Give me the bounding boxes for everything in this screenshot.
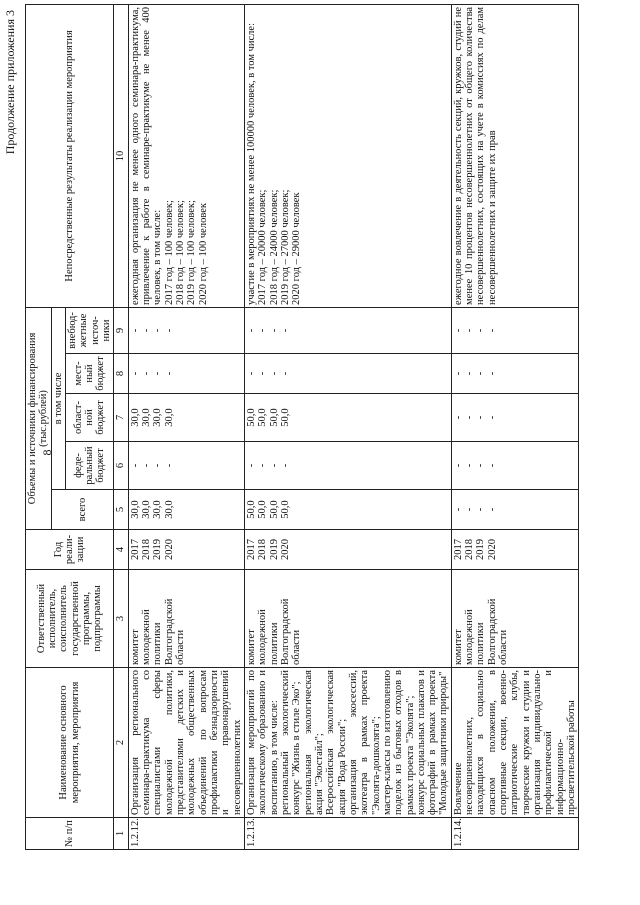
row-total: 30,0 30,0 30,0 30,0: [128, 490, 244, 530]
row-local: - - - -: [128, 354, 244, 394]
row-num: 1.2.13.: [244, 818, 451, 850]
row-name: Организация мероприятий по экологическому образованию и воспитанию, в том числе: региональный экологический конкурс "Жизнь в стиле Эко"; региональная экологическая акция "Экостайл"; Всероссийская экологическая акция "Вода России"; организация экосессий, экотеатра в рамках проекта "Эколята-дошколята"; мастер-классы по изготовлению поделок из бытовых отходов в рамках проекта "Эколята"; конкурс социальных плакатов и фотографий в рамках проекта "Молодые защитники природы": [244, 668, 451, 818]
col-number: 5: [114, 490, 128, 530]
header-results: Непосредственные результаты реализации мероприятия: [26, 4, 114, 307]
row-results: ежегодное вовлечение в деятельность секций, кружков, студий не менее 10 процентов несовершеннолетних от общего количества несовершеннолетних, состоящих на учете в комиссиях по делам несовершеннолетних и защите их прав: [451, 4, 579, 307]
row-executor: комитет молодежной политики Волгоградской области: [451, 570, 579, 668]
header-funding: Объемы и источники финансирования (тыс.рублей): [26, 307, 52, 529]
row-regional: - - - -: [451, 394, 579, 442]
row-years: 2017 2018 2019 2020: [244, 530, 451, 570]
header-incl: в том числе: [51, 307, 65, 489]
col-number: 8: [114, 354, 128, 394]
header-executor: Ответственный исполнитель, соисполнитель государственной программы, подпрограммы: [26, 570, 114, 668]
col-number: 7: [114, 394, 128, 442]
col-number: 6: [114, 442, 128, 490]
row-years: 2017 2018 2019 2020: [128, 530, 244, 570]
row-executor: комитет молодежной политики Волгоградской области: [244, 570, 451, 668]
col-number: 1: [114, 818, 128, 850]
column-number-row: [114, 4, 128, 849]
row-extra: - - - -: [128, 307, 244, 353]
continuation-caption: Продолжение приложения 3: [3, 10, 17, 155]
header-year: Год реали-зации: [26, 530, 114, 570]
row-federal: - - - -: [244, 442, 451, 490]
col-number: 10: [114, 4, 128, 307]
col-number: 2: [114, 668, 128, 818]
row-num: 1.2.14.: [451, 818, 579, 850]
row-regional: 30,0 30,0 30,0 30,0: [128, 394, 244, 442]
row-num: 1.2.12.: [128, 818, 244, 850]
table-row: [244, 4, 451, 849]
header-total: всего: [51, 490, 114, 530]
col-number: 3: [114, 570, 128, 668]
header-extra: внебюд-жетные источ-ники: [65, 307, 113, 353]
row-local: - - - -: [451, 354, 579, 394]
row-federal: - - - -: [451, 442, 579, 490]
header-row: [26, 4, 52, 849]
row-name: Вовлечение несовершеннолетних, находящихся в социально опасном положении, в спортивные секции, военно-патриотические клубы, творческие кружки и студии и организация индивидуально-профилактической и информационно-просветительской работы: [451, 668, 579, 818]
row-total: - - - -: [451, 490, 579, 530]
row-results: участие в мероприятиях не менее 100000 человек, в том числе: 2017 год – 20000 человек; 2018 год – 24000 человек; 2019 год – 27000 человек; 2020 год – 29000 человек: [244, 4, 451, 307]
header-regional: област-ной бюджет: [65, 394, 113, 442]
header-federal: феде-ральный бюджет: [65, 442, 113, 490]
table-row: [128, 4, 244, 849]
row-years: 2017 2018 2019 2020: [451, 530, 579, 570]
row-results: ежегодная организация не менее одного семинара-практикума, привлечение к работе в семинаре-практикуме не менее 400 человек, в том числе: 2017 год – 100 человек; 2018 год – 100 человек; 2019 год – 100 человек; 2020 год – 100 человек: [128, 4, 244, 307]
table-row: [451, 4, 579, 849]
header-name: Наименование основного мероприятия, мероприятия: [26, 668, 114, 818]
row-extra: - - - -: [451, 307, 579, 353]
row-extra: - - - -: [244, 307, 451, 353]
program-table: [25, 4, 579, 850]
col-number: 4: [114, 530, 128, 570]
page-number: 8: [40, 449, 54, 456]
row-executor: комитет молодежной политики Волгоградской области: [128, 570, 244, 668]
col-number: 9: [114, 307, 128, 353]
row-total: 50,0 50,0 50,0 50,0: [244, 490, 451, 530]
row-name: Организация регионального семинара-практикума со специалистами сферы молодежной политики, представителями детских и молодежных общественных объединений по вопросам профилактики безнадзорности и правонарушений несовершеннолетних: [128, 668, 244, 818]
header-num: № п/п: [26, 818, 114, 850]
header-local: мест-ный бюджет: [65, 354, 113, 394]
row-regional: 50,0 50,0 50,0 50,0: [244, 394, 451, 442]
row-local: - - - -: [244, 354, 451, 394]
row-federal: - - - -: [128, 442, 244, 490]
